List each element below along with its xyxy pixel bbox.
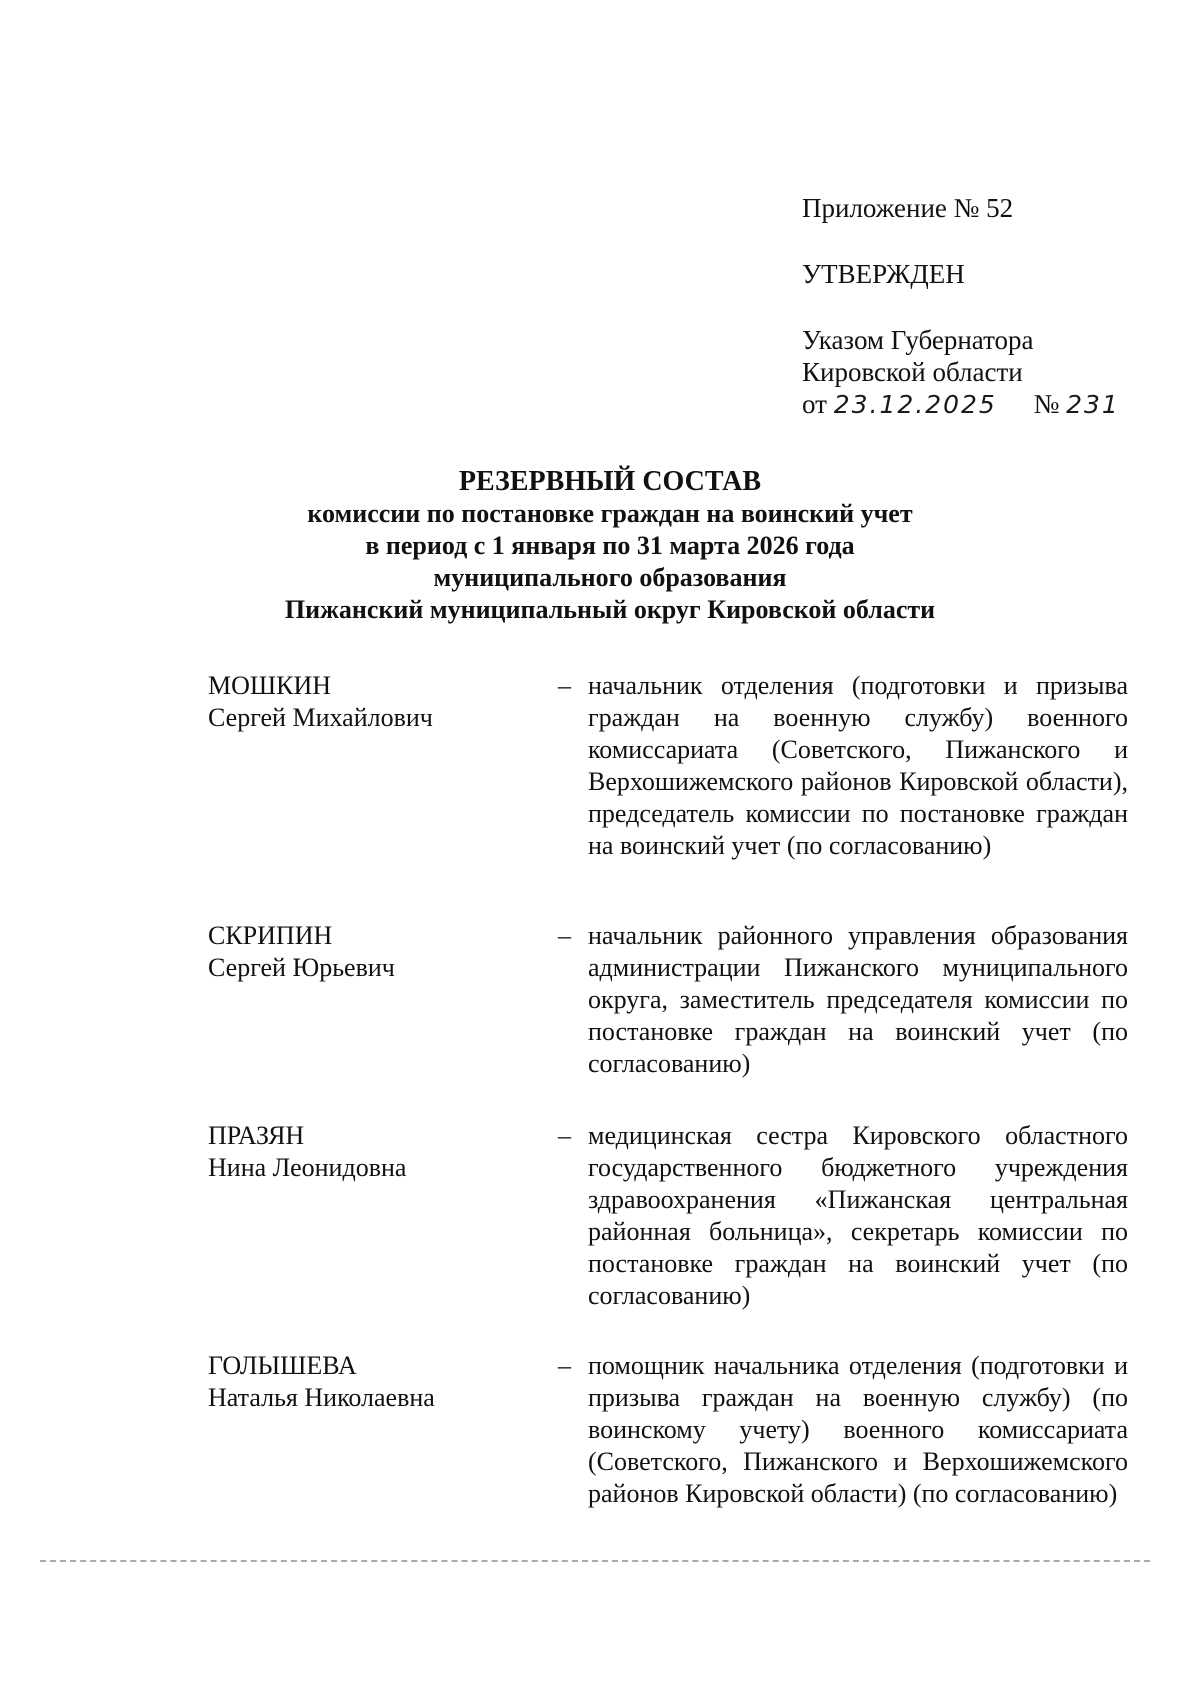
- member-dash: –: [558, 1121, 571, 1150]
- member-role: начальник отделения (подготовки и призыва граждан на военную службу) военного комиссариата (Советского, Пижанского и Верхошижемского районов Кировской области), председатель комиссии по постановке граждан на воинский учет (по согласованию): [588, 671, 1128, 860]
- appendix-number: Приложение № 52: [802, 193, 1014, 223]
- member-dash: –: [558, 671, 571, 700]
- member-dash: –: [558, 1351, 571, 1380]
- member-name: [208, 920, 558, 1080]
- member-surname: ПРАЗЯН: [208, 1121, 305, 1150]
- member-given-names: Нина Леонидовна: [208, 1153, 407, 1182]
- member-name: [208, 670, 558, 862]
- title-line4: муниципального образования: [433, 563, 787, 592]
- member-given-names: Сергей Юрьевич: [208, 953, 395, 982]
- handwritten-number: 231: [1066, 390, 1120, 419]
- member-role: начальник районного управления образования администрации Пижанского муниципального округа, заместитель председателя комиссии по постановке граждан на воинский учет (по согласованию): [588, 921, 1128, 1078]
- member-surname: ГОЛЫШЕВА: [208, 1351, 357, 1380]
- member-given-names: Наталья Николаевна: [208, 1383, 435, 1412]
- member-role: помощник начальника отделения (подготовки и призыва граждан на военную службу) (по воинскому учету) военного комиссариата (Советского, Пижанского и Верхошижемского районов Кировской области) (по согласованию): [588, 1351, 1128, 1508]
- handwritten-date: 23.12.2025: [833, 390, 997, 419]
- title-line1: РЕЗЕРВНЫЙ СОСТАВ: [458, 466, 762, 497]
- title-line2: комиссии по постановке граждан на воинский учет: [307, 499, 913, 528]
- member-row: [208, 670, 1128, 862]
- member-name: [208, 1120, 558, 1312]
- number-sign: №: [1033, 389, 1060, 419]
- date-prefix: от: [802, 389, 827, 419]
- decree-issuer-line1: Указом Губернатора: [802, 325, 1034, 355]
- document-title: [270, 466, 950, 626]
- approval-block: [802, 192, 1120, 421]
- decree-date-line: [802, 388, 1120, 421]
- member-dash: –: [558, 921, 571, 950]
- title-line3: в период с 1 января по 31 марта 2026 года: [365, 531, 855, 560]
- member-surname: МОШКИН: [208, 671, 332, 700]
- member-role: медицинская сестра Кировского областного государственного бюджетного учреждения здравоохранения «Пижанская центральная районная больница», секретарь комиссии по постановке граждан на воинский учет (по согласованию): [588, 1121, 1128, 1310]
- decree-issuer-line2: Кировской области: [802, 357, 1023, 387]
- member-surname: СКРИПИН: [208, 921, 333, 950]
- member-row: [208, 1120, 1128, 1312]
- member-row: [208, 1350, 1128, 1510]
- approved-label: УТВЕРЖДЕН: [802, 259, 965, 289]
- title-line5: Пижанский муниципальный округ Кировской области: [284, 595, 936, 624]
- member-name: [208, 1350, 558, 1510]
- member-row: [208, 920, 1128, 1080]
- member-given-names: Сергей Михайлович: [208, 703, 433, 732]
- page-bottom-separator: [40, 1560, 1150, 1562]
